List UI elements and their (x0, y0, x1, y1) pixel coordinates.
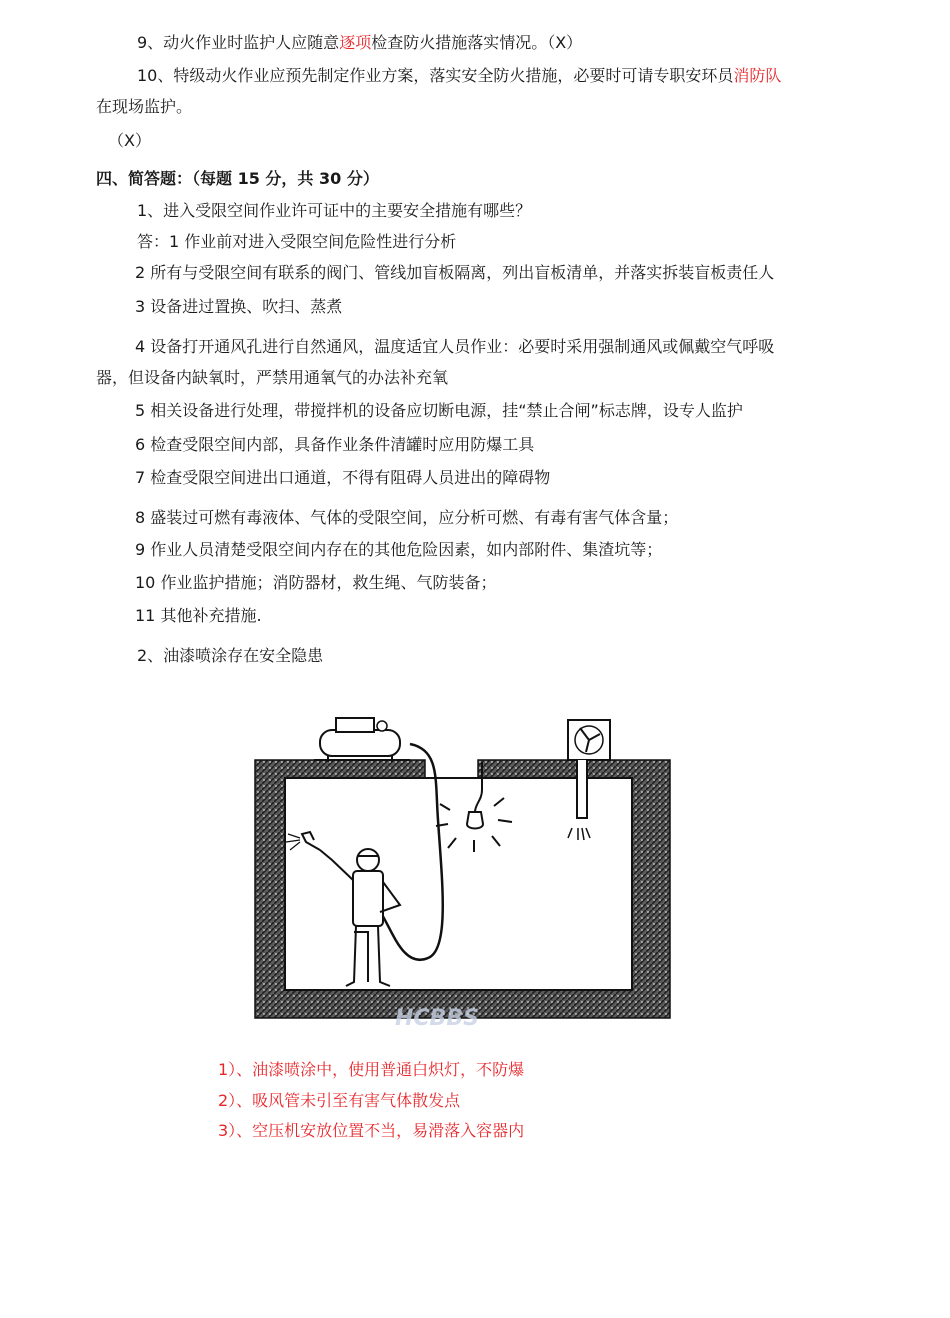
question-2: 2、油漆喷涂存在安全隐患 (137, 646, 324, 665)
tf-9-correction: 逐项 (339, 33, 372, 52)
answer-line: 8 盛装过可燃有毒液体、气体的受限空间，应分析可燃、有毒有害气体含量； (135, 508, 679, 527)
answer-line: 3 设备进过置换、吹扫、蒸煮 (135, 297, 343, 316)
answer-line: 器，但设备内缺氧时，严禁用通氧气的办法补充氧 (96, 368, 449, 387)
answer-line: 10 作业监护措施；消防器材，救生绳、气防装备； (135, 573, 497, 592)
tf-10-text: 10、特级动火作业应预先制定作业方案，落实安全防火措施，必要时可请专职安环员 (137, 66, 734, 85)
tf-item-10 (137, 65, 781, 87)
tf-9-text: 9、动火作业时监护人应随意 (137, 33, 340, 52)
air-duct (577, 760, 587, 818)
answer-line: 11 其他补充措施. (135, 606, 262, 625)
answer-line: 7 检查受限空间进出口通道，不得有阻碍人员进出的障碍物 (135, 468, 551, 487)
answer-line: 4 设备打开通风孔进行自然通风，温度适宜人员作业：必要时采用强制通风或佩戴空气呼吸 (135, 337, 775, 356)
tf-10-continued: 在现场监护。 (96, 97, 193, 116)
answer-line: 答：1 作业前对进入受限空间危险性进行分析 (137, 232, 457, 251)
q2-answer-line: 3）、空压机安放位置不当，易滑落入容器内 (218, 1121, 525, 1140)
tf-10-answer: （X） (108, 131, 151, 150)
tf-10-correction: 消防队 (733, 66, 782, 85)
air-compressor (314, 718, 410, 762)
q2-answer-line: 1）、油漆喷涂中，使用普通白炽灯，不防爆 (218, 1060, 525, 1079)
answer-line: 5 相关设备进行处理，带搅拌机的设备应切断电源，挂“禁止合闸”标志牌，设专人监护 (135, 401, 743, 420)
question-1: 1、进入受限空间作业许可证中的主要安全措施有哪些？ (137, 201, 532, 220)
answer-line: 2 所有与受限空间有联系的阀门、管线加盲板隔离，列出盲板清单，并落实拆装盲板责任人 (135, 263, 775, 282)
section-heading: 四、简答题：（每题 15 分，共 30 分） (96, 169, 379, 188)
watermark: HCBBS (395, 1006, 479, 1031)
tf-9-answer: 检查防火措施落实情况。（X） (371, 33, 583, 52)
answer-line: 6 检查受限空间内部，具备作业条件清罐时应用防爆工具 (135, 435, 535, 454)
tf-item-9 (137, 32, 582, 54)
confined-space-painting-illustration (250, 700, 680, 1035)
answer-line: 9 作业人员清楚受限空间内存在的其他危险因素，如内部附件、集渣坑等； (135, 540, 663, 559)
ventilation-fan (568, 720, 610, 760)
q2-answer-line: 2）、吸风管未引至有害气体散发点 (218, 1091, 461, 1110)
